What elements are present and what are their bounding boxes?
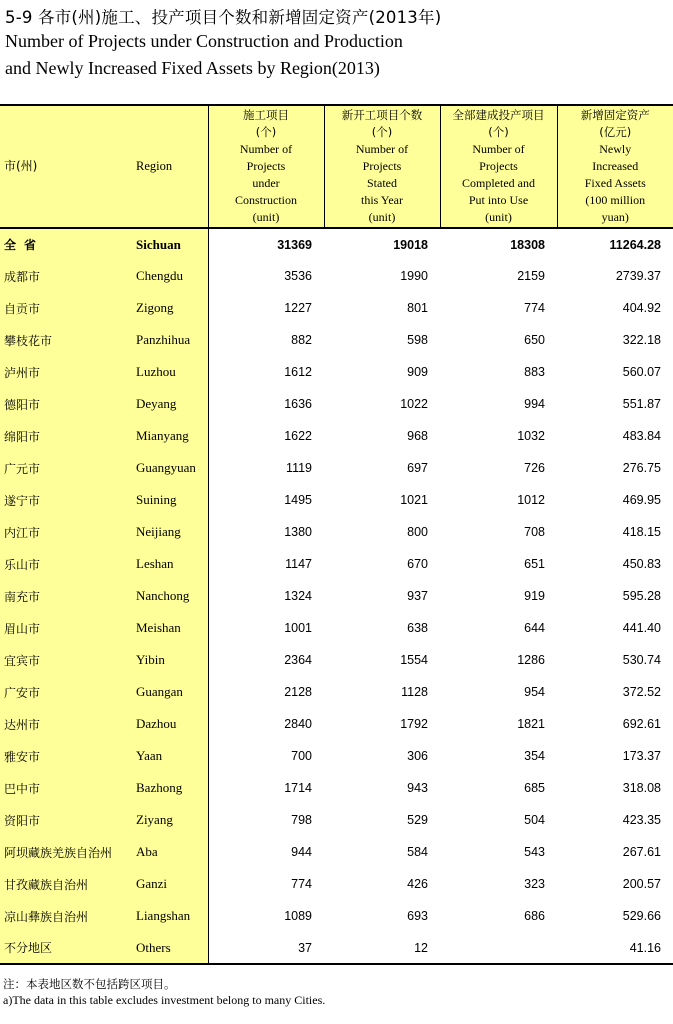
row-value-started: 426: [407, 877, 428, 891]
row-value-completed: 686: [524, 909, 545, 923]
row-value-construction: 1612: [284, 365, 312, 379]
row-value-started: 638: [407, 621, 428, 635]
header-col-completed-en-5: (unit): [485, 210, 512, 224]
row-region-cn: 眉山市: [0, 612, 133, 644]
row-value-construction: 2364: [284, 653, 312, 667]
row-value-started: 670: [407, 557, 428, 571]
row-region-en: Guangan: [133, 676, 208, 708]
row-value-started: 529: [407, 813, 428, 827]
header-col-construction-en-3: under: [252, 176, 280, 190]
row-value-completed: 1032: [517, 429, 545, 443]
row-value-fixed-assets: 276.75: [622, 461, 661, 475]
row-value-construction: 1147: [285, 557, 312, 571]
row-value-fixed-assets: 423.35: [622, 813, 661, 827]
header-col-started-cn: 新开工项目个数: [341, 108, 423, 122]
header-col-construction-en-5: (unit): [252, 210, 280, 224]
header-col-fixed-assets-en-4: (100 million: [585, 193, 646, 207]
row-region-cn: 甘孜藏族自治州: [0, 868, 133, 900]
row-region-cn: 攀枝花市: [0, 324, 133, 356]
row-region-cn: 遂宁市: [0, 484, 133, 516]
row-region-en: Nanchong: [133, 580, 208, 612]
row-value-completed: 354: [524, 749, 545, 763]
row-region-cn: 南充市: [0, 580, 133, 612]
header-col-construction-en-2: Projects: [246, 159, 286, 173]
row-value-started: 1990: [400, 269, 428, 283]
row-region-cn: 凉山彝族自治州: [0, 900, 133, 932]
row-region-en: Ganzi: [133, 868, 208, 900]
header-col-started: [324, 105, 440, 228]
row-value-fixed-assets: 200.57: [622, 877, 661, 891]
row-value-completed: 18308: [510, 237, 545, 252]
footnote-en: a)The data in this table excludes investment belong to many Cities.: [3, 993, 326, 1007]
row-value-fixed-assets: 267.61: [622, 845, 661, 859]
header-col-construction-en-4: Construction: [235, 193, 297, 207]
table-row: [0, 356, 673, 388]
row-region-cn: 绵阳市: [0, 420, 133, 452]
row-value-construction: 1636: [284, 397, 312, 411]
table-row: [0, 228, 673, 260]
header-col-started-en-1: Number of: [355, 142, 409, 156]
row-value-construction: 1001: [284, 621, 312, 635]
header-col-completed-en-2: Projects: [479, 159, 518, 173]
row-value-started: 697: [407, 461, 428, 475]
row-value-fixed-assets: 560.07: [622, 365, 661, 379]
row-value-construction: 798: [291, 813, 312, 827]
row-value-fixed-assets: 529.66: [622, 909, 661, 923]
row-value-fixed-assets: 551.87: [622, 397, 661, 411]
header-col-completed-cn: 全部建成投产项目: [452, 108, 545, 122]
header-col-completed: [440, 105, 557, 228]
row-value-completed: 883: [524, 365, 545, 379]
row-value-started: 598: [407, 333, 428, 347]
table-row: [0, 452, 673, 484]
row-value-construction: 1714: [284, 781, 312, 795]
row-value-construction: 1495: [284, 493, 312, 507]
row-value-started: 12: [324, 932, 440, 964]
row-value-construction: 1089: [284, 909, 312, 923]
header-col-completed-en-1: Number of: [472, 142, 525, 156]
row-region-cn: 巴中市: [0, 772, 133, 804]
row-value-completed: 708: [524, 525, 545, 539]
header-col-construction: [208, 105, 324, 228]
row-value-construction: 1380: [284, 525, 312, 539]
header-col-fixed-assets-en-1: Newly: [599, 142, 632, 156]
row-region-en: Yibin: [133, 644, 208, 676]
row-region-cn: 德阳市: [0, 388, 133, 420]
row-value-completed: 323: [524, 877, 545, 891]
row-value-completed: 504: [524, 813, 545, 827]
header-col-started-cn-unit: (个): [371, 125, 393, 139]
row-region-en: Neijiang: [133, 516, 208, 548]
row-region-en: Chengdu: [133, 260, 208, 292]
row-value-started: 19018: [393, 237, 428, 252]
projects-table: [0, 104, 673, 965]
row-value-construction: 2840: [284, 717, 312, 731]
header-col-fixed-assets-cn: 新增固定资产: [580, 108, 650, 122]
row-value-completed: 1012: [517, 493, 545, 507]
header-col-construction-cn-unit: (个): [255, 125, 277, 139]
row-value-construction: 2128: [284, 685, 312, 699]
row-region-en: Leshan: [133, 548, 208, 580]
table-row: [0, 708, 673, 740]
row-value-fixed-assets: 318.08: [622, 781, 661, 795]
row-region-en: Meishan: [133, 612, 208, 644]
row-region-cn: 全省: [0, 228, 133, 260]
table-row: [0, 804, 673, 836]
row-value-started: 1128: [401, 685, 428, 699]
footnote-cn: 注：本表地区数不包括跨区项目。: [3, 977, 176, 991]
row-value-started: 306: [407, 749, 428, 763]
table-row: [0, 868, 673, 900]
row-value-started: 968: [407, 429, 428, 443]
row-value-fixed-assets: 404.92: [622, 301, 661, 315]
table-row: [0, 292, 673, 324]
header-col-construction-cn: 施工项目: [243, 108, 289, 122]
table-row: [0, 740, 673, 772]
row-value-fixed-assets: 372.52: [622, 685, 661, 699]
header-col-started-en-2: Projects: [362, 159, 402, 173]
row-value-fixed-assets: 692.61: [622, 717, 661, 731]
row-region-en: Zigong: [133, 292, 208, 324]
row-value-started: 1022: [400, 397, 428, 411]
header-col-fixed-assets: [557, 105, 673, 228]
row-region-en: Yaan: [133, 740, 208, 772]
row-value-construction: 3536: [284, 269, 312, 283]
row-value-fixed-assets: 418.15: [622, 525, 661, 539]
row-value-started: 584: [407, 845, 428, 859]
row-value-completed: 919: [524, 589, 545, 603]
row-value-completed: 1821: [517, 717, 545, 731]
row-region-en: Liangshan: [133, 900, 208, 932]
row-region-cn: 乐山市: [0, 548, 133, 580]
row-value-started: 801: [407, 301, 428, 315]
row-region-en: Dazhou: [133, 708, 208, 740]
row-value-fixed-assets: 483.84: [622, 429, 661, 443]
row-value-started: 937: [407, 589, 428, 603]
row-value-construction: 37: [208, 932, 324, 964]
row-value-construction: 1324: [284, 589, 312, 603]
row-value-completed: 1286: [517, 653, 545, 667]
row-region-cn: 广元市: [0, 452, 133, 484]
row-value-construction: 774: [291, 877, 312, 891]
header-region-cn: 市(州): [0, 105, 133, 228]
row-region-cn: 宜宾市: [0, 644, 133, 676]
row-value-completed: [440, 932, 557, 964]
header-col-completed-en-3: Completed and: [462, 176, 535, 190]
row-region-cn: 自贡市: [0, 292, 133, 324]
row-value-construction: 1227: [284, 301, 312, 315]
row-region-en: Bazhong: [133, 772, 208, 804]
row-region-en: Panzhihua: [133, 324, 208, 356]
table-row: [0, 612, 673, 644]
header-col-completed-en-4: Put into Use: [468, 193, 529, 207]
row-region-cn: 资阳市: [0, 804, 133, 836]
page-title-en-line2: and Newly Increased Fixed Assets by Region(2013): [5, 58, 380, 78]
row-value-fixed-assets: 41.16: [557, 932, 673, 964]
header-region-en: Region: [133, 105, 208, 228]
row-region-cn: 内江市: [0, 516, 133, 548]
row-region-cn: 雅安市: [0, 740, 133, 772]
header-col-started-en-5: (unit): [368, 210, 396, 224]
row-value-fixed-assets: 530.74: [622, 653, 661, 667]
table-row: [0, 548, 673, 580]
row-value-completed: 543: [524, 845, 545, 859]
row-value-fixed-assets: 450.83: [622, 557, 661, 571]
row-region-en: Sichuan: [133, 228, 208, 260]
row-value-started: 1554: [400, 653, 428, 667]
row-value-fixed-assets: 595.28: [622, 589, 661, 603]
row-value-construction: 700: [291, 749, 312, 763]
row-region-en: Deyang: [133, 388, 208, 420]
row-region-en: Guangyuan: [133, 452, 208, 484]
table-row: [0, 260, 673, 292]
row-value-started: 1792: [400, 717, 428, 731]
table-row: [0, 420, 673, 452]
page-title-en-line1: Number of Projects under Construction and Production: [5, 31, 403, 51]
table-header-row: [0, 105, 673, 228]
table-row: [0, 388, 673, 420]
row-region-cn: 阿坝藏族羌族自治州: [0, 836, 133, 868]
row-region-cn: 达州市: [0, 708, 133, 740]
table-row: [0, 772, 673, 804]
table-row: [0, 932, 673, 964]
table-body: [0, 228, 673, 964]
row-value-construction: 1622: [284, 429, 312, 443]
table-row: [0, 836, 673, 868]
table-row: [0, 580, 673, 612]
row-region-cn: 不分地区: [0, 932, 133, 964]
row-region-cn: 泸州市: [0, 356, 133, 388]
row-value-construction: 1119: [286, 461, 312, 475]
row-value-completed: 685: [524, 781, 545, 795]
row-value-started: 693: [407, 909, 428, 923]
row-value-completed: 994: [524, 397, 545, 411]
row-value-fixed-assets: 173.37: [622, 749, 661, 763]
page-title-cn: 5-9 各市(州)施工、投产项目个数和新增固定资产(2013年): [5, 8, 442, 27]
header-col-fixed-assets-en-3: Fixed Assets: [584, 176, 646, 190]
row-value-construction: 944: [291, 845, 312, 859]
row-value-started: 909: [407, 365, 428, 379]
row-region-en: Mianyang: [133, 420, 208, 452]
row-value-fixed-assets: 469.95: [622, 493, 661, 507]
row-region-en: Luzhou: [133, 356, 208, 388]
row-value-completed: 726: [524, 461, 545, 475]
header-col-fixed-assets-en-2: Increased: [592, 159, 639, 173]
table-row: [0, 900, 673, 932]
row-value-fixed-assets: 2739.37: [615, 269, 661, 283]
header-col-completed-cn-unit: (个): [488, 125, 509, 139]
row-value-completed: 650: [524, 333, 545, 347]
row-value-construction: 882: [291, 333, 312, 347]
row-value-started: 943: [407, 781, 428, 795]
row-value-completed: 2159: [517, 269, 545, 283]
row-region-cn: 成都市: [0, 260, 133, 292]
row-value-started: 800: [407, 525, 428, 539]
row-region-cn: 广安市: [0, 676, 133, 708]
row-value-fixed-assets: 441.40: [622, 621, 661, 635]
table-row: [0, 676, 673, 708]
table-row: [0, 644, 673, 676]
header-col-fixed-assets-cn-unit: (亿元): [599, 125, 632, 139]
table-row: [0, 484, 673, 516]
table-row: [0, 516, 673, 548]
header-col-started-en-3: Stated: [367, 176, 397, 190]
table-row: [0, 324, 673, 356]
header-col-started-en-4: this Year: [360, 193, 403, 207]
header-col-construction-en-1: Number of: [239, 142, 293, 156]
row-region-en: Ziyang: [133, 804, 208, 836]
row-region-en: Suining: [133, 484, 208, 516]
row-value-completed: 651: [524, 557, 545, 571]
row-value-completed: 774: [524, 301, 545, 315]
header-col-fixed-assets-en-5: yuan): [601, 210, 629, 224]
row-region-en: Aba: [133, 836, 208, 868]
row-value-started: 1021: [400, 493, 428, 507]
row-value-completed: 954: [524, 685, 545, 699]
row-value-completed: 644: [524, 621, 545, 635]
row-region-en: Others: [133, 932, 208, 964]
row-value-fixed-assets: 11264.28: [609, 237, 661, 252]
row-value-fixed-assets: 322.18: [622, 333, 661, 347]
row-value-construction: 31369: [277, 237, 312, 252]
